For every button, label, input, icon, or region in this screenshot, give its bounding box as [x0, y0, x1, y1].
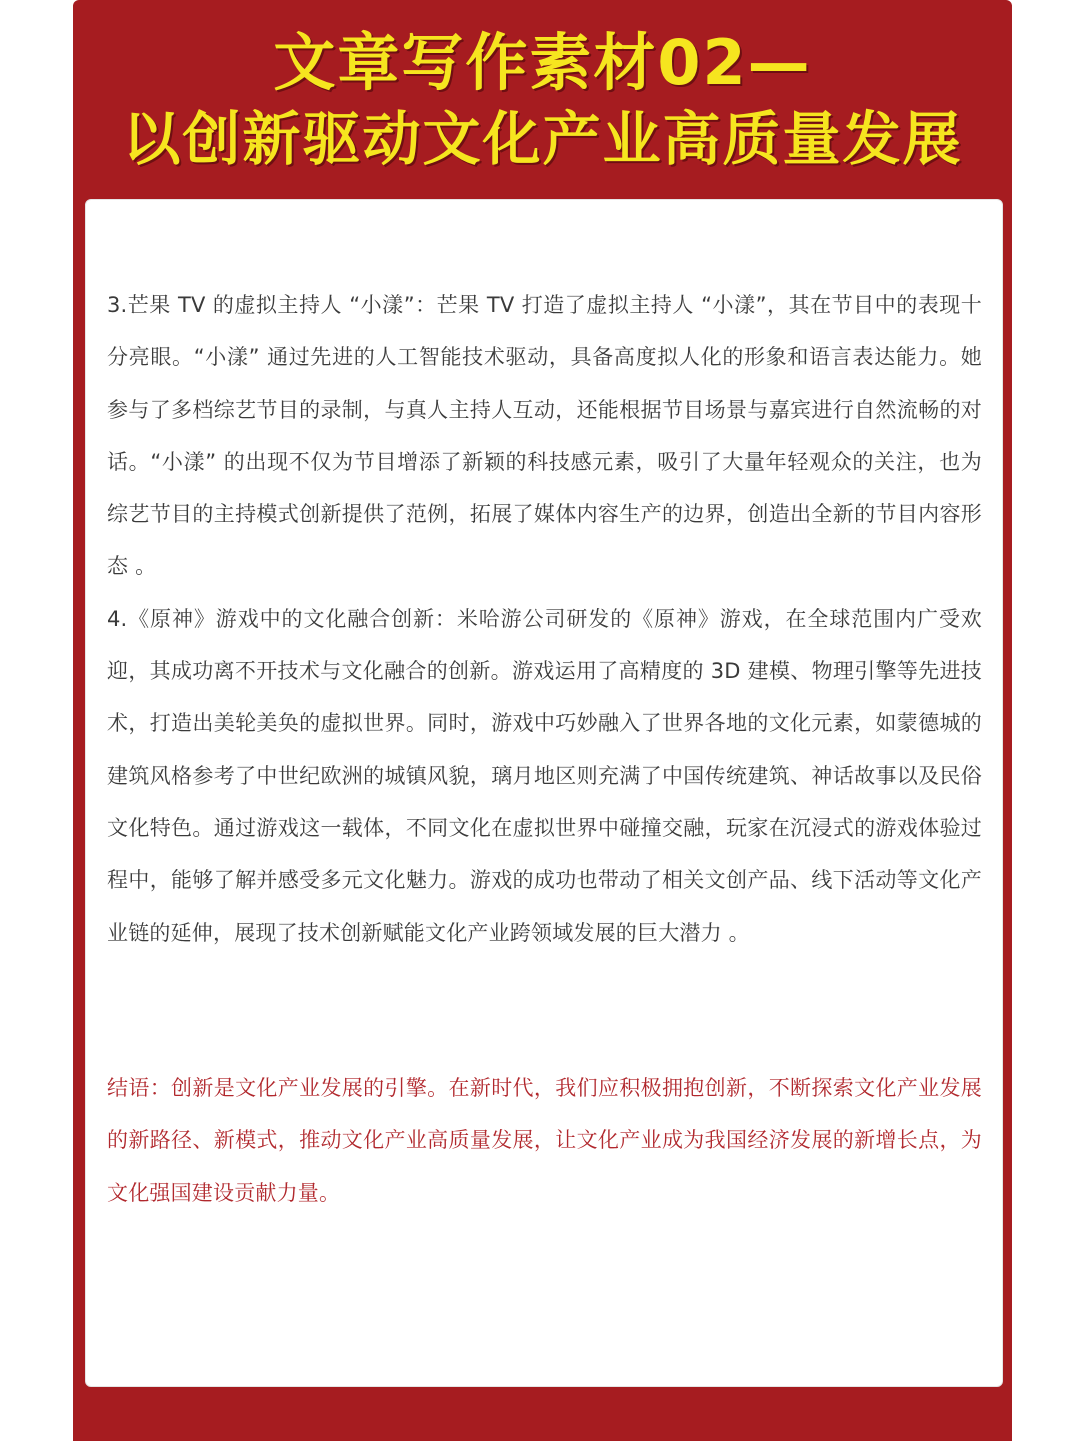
- conclusion-text: 结语：创新是文化产业发展的引擎。在新时代，我们应积极拥抱创新，不断探索文化产业发展的新路径、新模式，推动文化产业高质量发展，让文化产业成为我国经济发展的新增长点，为文化强国建设贡献力量。: [107, 1076, 982, 1205]
- paragraph-mango-tv: 3.芒果 TV 的虚拟主持人 “小漾”：芒果 TV 打造了虚拟主持人 “小漾”，其在节目中的表现十分亮眼。“小漾” 通过先进的人工智能技术驱动，具备高度拟人化的形象和语言表达能力。她参与了多档综艺节目的录制，与真人主持人互动，还能根据节目场景与嘉宾进行自然流畅的对话。“小漾” 的出现不仅为节目增添了新颖的科技感元素，吸引了大量年轻观众的关注，也为综艺节目的主持模式创新提供了范例，拓展了媒体内容生产的边界，创造出全新的节目内容形态 。: [107, 293, 982, 579]
- page-header: [73, 0, 1012, 198]
- paragraph-genshin: 4.《原神》游戏中的文化融合创新：米哈游公司研发的《原神》游戏，在全球范围内广受欢迎，其成功离不开技术与文化融合的创新。游戏运用了高精度的 3D 建模、物理引擎等先进技术，打造出美轮美奂的虚拟世界。同时，游戏中巧妙融入了世界各地的文化元素，如蒙德城的建筑风格参考了中世纪欧洲的城镇风貌，璃月地区则充满了中国传统建筑、神话故事以及民俗文化特色。通过游戏这一载体，不同文化在虚拟世界中碰撞交融，玩家在沉浸式的游戏体验过程中，能够了解并感受多元文化魅力。游戏的成功也带动了相关文创产品、线下活动等文化产业链的延伸，展现了技术创新赋能文化产业跨领域发展的巨大潜力 。: [107, 606, 982, 945]
- page-title-line1: 文章写作素材02—: [273, 26, 812, 99]
- article-body: [107, 279, 982, 959]
- page-title-line2: 以创新驱动文化产业高质量发展: [122, 105, 963, 173]
- conclusion-block: [107, 1062, 982, 1219]
